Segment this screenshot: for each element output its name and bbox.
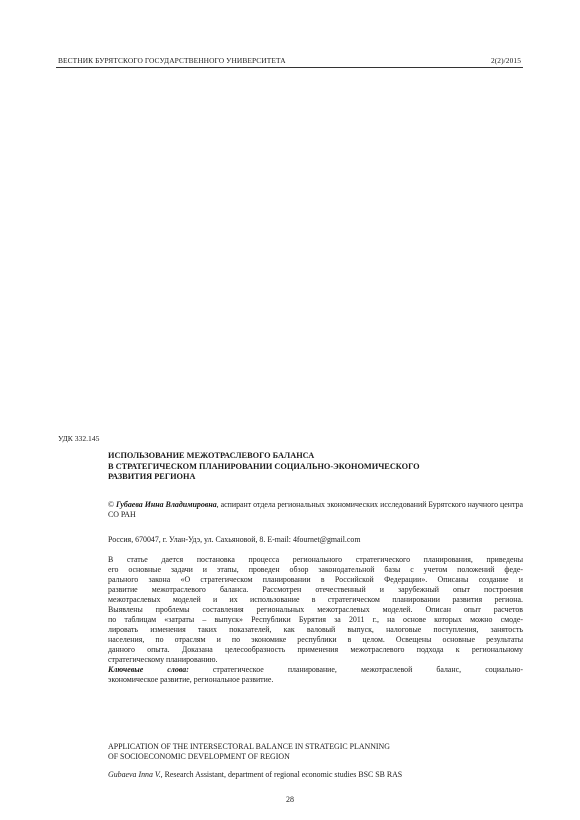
abstract-line: данного опыта. Доказана целесообразность применения межотраслевого подхода к региональному: [108, 645, 523, 654]
english-title: [108, 742, 523, 762]
abstract-line: развитие межотраслевого баланса. Рассмотрен отечественный и зарубежный опыт построения: [108, 585, 523, 594]
article-title: [108, 451, 523, 483]
author-address: Россия, 670047, г. Улан-Удэ, ул. Сахьяновой, 8. E-mail: 4fournet@gmail.com: [108, 535, 361, 544]
header-divider: [56, 67, 523, 68]
running-header: [58, 56, 521, 65]
abstract-line: В статье дается постановка процесса регионального стратегического планирования, приведены: [108, 555, 523, 564]
title-line: ИСПОЛЬЗОВАНИЕ МЕЖОТРАСЛЕВОГО БАЛАНСА: [108, 451, 315, 460]
abstract-line: лировать изменения таких показателей, как валовый выпуск, налоговые поступления, занятость: [108, 625, 523, 634]
title-line: В СТРАТЕГИЧЕСКОМ ПЛАНИРОВАНИИ СОЦИАЛЬНО-ЭКОНОМИЧЕСКОГО: [108, 461, 420, 471]
title-line: РАЗВИТИЯ РЕГИОНА: [108, 472, 196, 482]
abstract-line: стратегическому планированию.: [108, 655, 218, 664]
author-name: Губаева Инна Владимировна: [116, 500, 217, 509]
journal-name: ВЕСТНИК БУРЯТСКОГО ГОСУДАРСТВЕННОГО УНИВЕРСИТЕТА: [58, 56, 286, 65]
abstract: [108, 555, 523, 685]
abstract-line: межотраслевых моделей и их использование в стратегическом планировании развития региона.: [108, 595, 523, 604]
english-title-line: APPLICATION OF THE INTERSECTORAL BALANCE IN STRATEGIC PLANNING: [108, 742, 390, 751]
author-block: [108, 500, 523, 521]
keywords-label: Ключевые слова:: [108, 665, 189, 674]
keywords-text: стратегическое планирование, межотраслевой баланс, социально-: [188, 665, 523, 674]
author-affiliation: , аспирант отдела региональных экономических исследований Бурятского научного центра СО РАН: [108, 500, 523, 520]
keywords-line: экономическое развитие, региональное развитие.: [108, 675, 274, 684]
abstract-line: его основные задачи и этапы, проведен обзор законодательной базы с учетом положений феде-: [108, 565, 523, 574]
issue-number: 2(2)/2015: [490, 56, 521, 65]
page-number: 28: [286, 795, 294, 804]
abstract-line: населения, по отраслям и по экономике республики в целом. Освещены основные результаты: [108, 635, 523, 644]
english-title-line: OF SOCIOECONOMIC DEVELOPMENT OF REGION: [108, 752, 290, 762]
copyright-sign: ©: [108, 500, 116, 509]
abstract-line: рального закона «О стратегическом планировании в Российской Федерации». Описаны создание и: [108, 575, 523, 584]
abstract-line: Выявлены проблемы составления региональных межотраслевых моделей. Описан опыт расчетов: [108, 605, 523, 614]
english-author-affiliation: , Research Assistant, department of regional economic studies BSC SB RAS: [160, 770, 403, 779]
keywords-line: [108, 665, 523, 675]
udk-code: УДК 332.145: [58, 434, 100, 443]
english-author: [108, 770, 523, 780]
abstract-line: по таблицам «затраты – выпуск» Республики Бурятия за 2011 г., на основе которых можно смоде-: [108, 615, 523, 624]
english-author-name: Gubaeva Inna V.: [108, 770, 161, 779]
